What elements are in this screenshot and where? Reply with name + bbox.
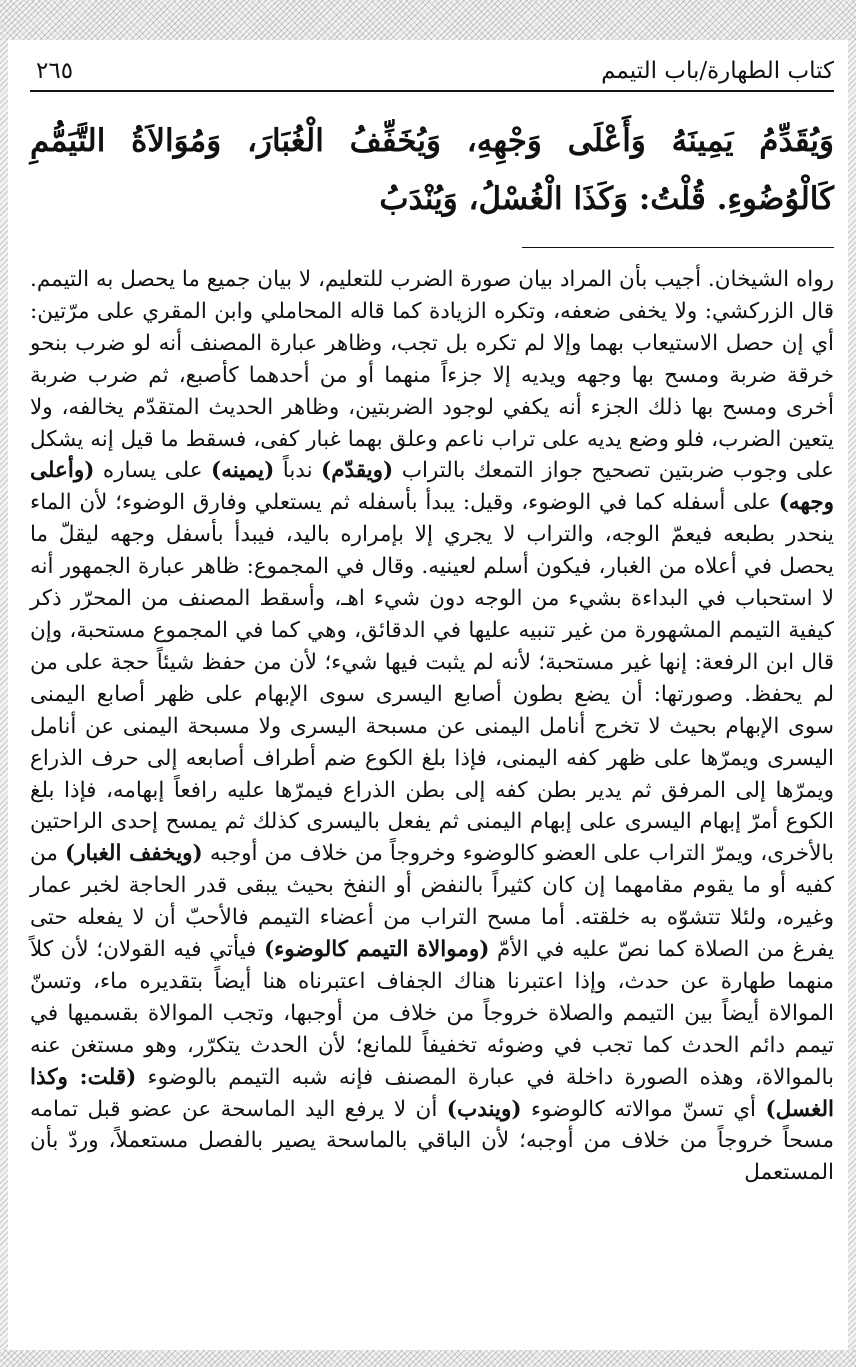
page-number: ٢٦٥ [36, 58, 74, 84]
commentary-segment: ندباً [282, 458, 313, 484]
matn-quote: (وموالاة التيمم كالوضوء) [263, 937, 490, 963]
commentary-text [30, 264, 834, 1189]
matn-quote: (قلت: وكذا الغسل) [30, 1064, 834, 1122]
matn-quote: (يمينه) [211, 458, 275, 484]
commentary-segment: فيأتي فيه القولان؛ لأن كلاً منهما طهارة عن حدث، وإذا اعتبرنا هناك الجفاف اعتبرناه هنا أيضاً بتقديره ماء، وتسنّ الموالاة أيضاً بين التيمم والصلاة خروجاً من خلاف من أوجبها، وتجب الموالاة بقسميها في تيمم دائم الحدث كما تجب في وضوئه تخفيفاً للمانع؛ لأن الحدث يتكرّر، وهو مستغن عنه بالموالاة، وهذه الصورة داخلة في عبارة المصنف فإنه شبه التيمم بالوضوء [30, 937, 834, 1090]
book-page [30, 52, 834, 1347]
page-header [30, 52, 834, 92]
main-text-matn: وَيُقَدِّمُ يَمِينَهُ وَأَعْلَى وَجْهِهِ، وَيُخَفِّفُ الْغُبَارَ، وَمُوَالاَةُ التَّيَمُّمِ كَالْوُضُوءِ. قُلْتُ: وَكَذَا الْغُسْلُ، وَيُنْدَبُ [30, 123, 834, 217]
ornamental-border-right [848, 40, 856, 1350]
commentary-segment: من كفيه أو ما يقوم مقامهما إن كان كثيراً بالنفض أو النفخ بحيث يبقى قدر الحاجة لخبر عمار وغيره، ولئلا تتشوّه به خلقته. أما مسح التراب من أعضاء التيمم فالأحبّ أن لا يفعله حتى يفرغ من الصلاة كما نصّ عليه في الأمّ [30, 841, 835, 963]
matn-quote: (وأعلى وجهه) [30, 458, 834, 516]
commentary-segment: على أسفله كما في الوضوء، وقيل: يبدأ بأسفله ثم يستعلي وفارق الوضوء؛ لأن الماء ينحدر بطبعه فيعمّ الوجه، والتراب لا يجري إلا بإمراره باليد، فيبدأ بأسفل وجهه ليقلّ ما يحصل في أعلاه من الغبار، فيكون أسلم لعينيه. وقال في المجموع: ظاهر عبارة الجمهور أنه لا استحباب في البداءة بشيء من الوجه دون شيء اهـ، وأسقط المصنف من المحرّر ذكر كيفية التيمم المشهورة من غير تنبيه عليها في الدقائق، وهي كما في المجموع مستحبة، وإن قال ابن الرفعة: إنها غير مستحبة؛ لأنه لم يثبت فيها شيء؛ لأن من حفظ شيئاً حجة على من لم يحفظ. وصورتها: أن يضع بطون أصابع اليسرى سوى الإبهام على ظهر أصابع اليمنى سوى الإبهام بحيث لا تخرج أنامل اليمنى عن مسبحة اليسرى ولا مسبحة اليمنى عن أنامل اليسرى ويمرّها على ظهر كفه اليمنى، فإذا بلغ الكوع ضم أطراف أصابعه إلى حرف الذراع ويمرّها إلى المرفق ثم يدير بطن كفه إلى بطن الذراع فيمرّها عليه رافعاً إبهامه، فإذا بلغ الكوع أمرّ إبهام اليسرى على إبهام اليمنى ثم يفعل باليسرى كذلك ثم يمسح إحدى الراحتين بالأخرى، ويمرّ التراب على العضو كالوضوء وخروجاً من خلاف من أوجبه [30, 490, 834, 867]
running-title: كتاب الطهارة/باب التيمم [601, 58, 834, 84]
matn-quote: (ويخفف الغبار) [64, 841, 203, 867]
header-rule [30, 90, 834, 92]
commentary-segment: أن لا يرفع اليد الماسحة عن عضو قبل تمامه مسحاً خروجاً من خلاف من أوجبه؛ لأن الباقي بالماسحة يصير بالفصل مستعملاً، وردّ بأن المستعمل [30, 1096, 834, 1186]
ornamental-border-left [0, 40, 8, 1350]
commentary-segment: رواه الشيخان. أجيب بأن المراد بيان صورة الضرب للتعليم، لا بيان جميع ما يحصل به التيمم. قال الزركشي: ولا يخفى ضعفه، وتكره الزيادة كما قاله المحاملي وابن المقري على مرّتين: أي إن حصل الاستيعاب بهما وإلا لم تكره بل تجب، وظاهر عبارة المصنف أنه لو ضرب بنحو خرقة ضربة ومسح بها وجهه ويديه إلا جزءاً منهما أو من أحدهما كأصبع، ثم ضرب ضربة أخرى ومسح بها ذلك الجزء أنه يكفي لوجود الضربتين، وظاهر الحديث المتقدّم يخالفه، ولا يتعين الضرب، فلو وضع يديه على تراب ناعم وعلق بهما غبار كفى، فسقط ما قيل إنه يشكل على وجوب ضربتين تصحيح جواز التمعك بالتراب [30, 267, 834, 484]
separator-rule [522, 247, 834, 248]
ornamental-border-top [0, 0, 856, 40]
matn-quote: (ويقدّم) [321, 458, 394, 484]
ornamental-border-bottom [0, 1350, 856, 1367]
matn-quote: (ويندب) [446, 1096, 522, 1122]
commentary-segment: أي تسنّ موالاته كالوضوء [531, 1096, 756, 1122]
commentary-segment: على يساره [102, 458, 203, 484]
